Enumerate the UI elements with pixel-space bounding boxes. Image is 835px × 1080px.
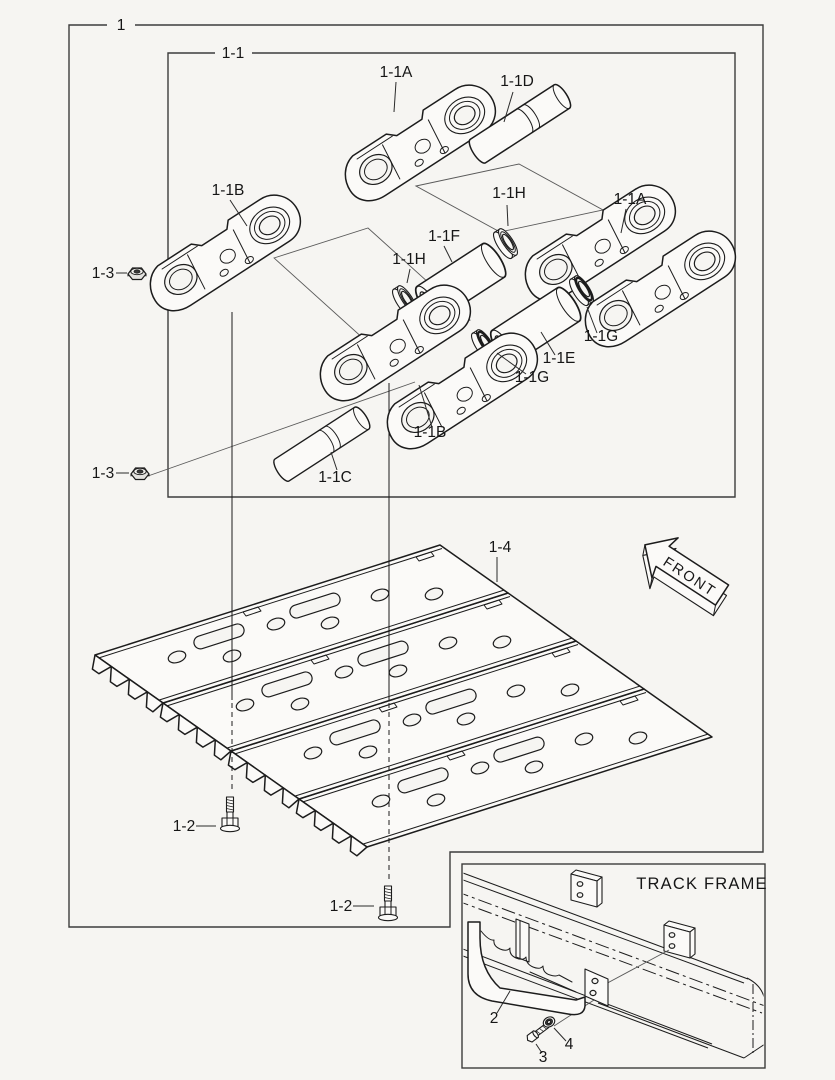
callout-bolt-right: 1-2 [329,898,353,915]
callout-bolt-left: 1-2 [172,818,196,835]
callout-box-inner: 1-1 [221,45,245,62]
callout-link-upper-left: 1-1B [211,182,245,199]
hex-nut [128,268,146,280]
callout-seal-bottom: 1-1G [514,369,550,386]
front-arrow-label: FRONT [659,554,719,601]
callout-link-center: 1-1B [413,424,447,441]
callout-seal-mid: 1-1H [392,251,426,268]
callout-nut-bottom: 1-3 [91,465,115,482]
callout-link-right: 1-1A [613,191,647,208]
callout-bushing-top: 1-1F [428,228,460,245]
callout-guard-washer: 4 [564,1036,574,1053]
callout-guard: 2 [489,1010,499,1027]
callout-bushing-bottom: 1-1E [542,350,576,367]
mount-plate [664,921,695,958]
callout-guard-bolt: 3 [538,1049,548,1066]
callout-seal-right: 1-1G [583,328,619,345]
inset-title: TRACK FRAME [636,875,768,893]
callout-seal-top: 1-1H [492,185,526,202]
callout-link-top: 1-1A [379,64,413,81]
callout-nut-top: 1-3 [91,265,115,282]
callout-pin-bottom: 1-1C [318,469,352,486]
callout-pin-top: 1-1D [500,73,534,90]
hex-nut [131,468,149,480]
callout-shoe-assembly: 1-4 [488,539,512,556]
callout-box-outer: 1 [116,17,126,34]
mount-plate [571,870,602,907]
